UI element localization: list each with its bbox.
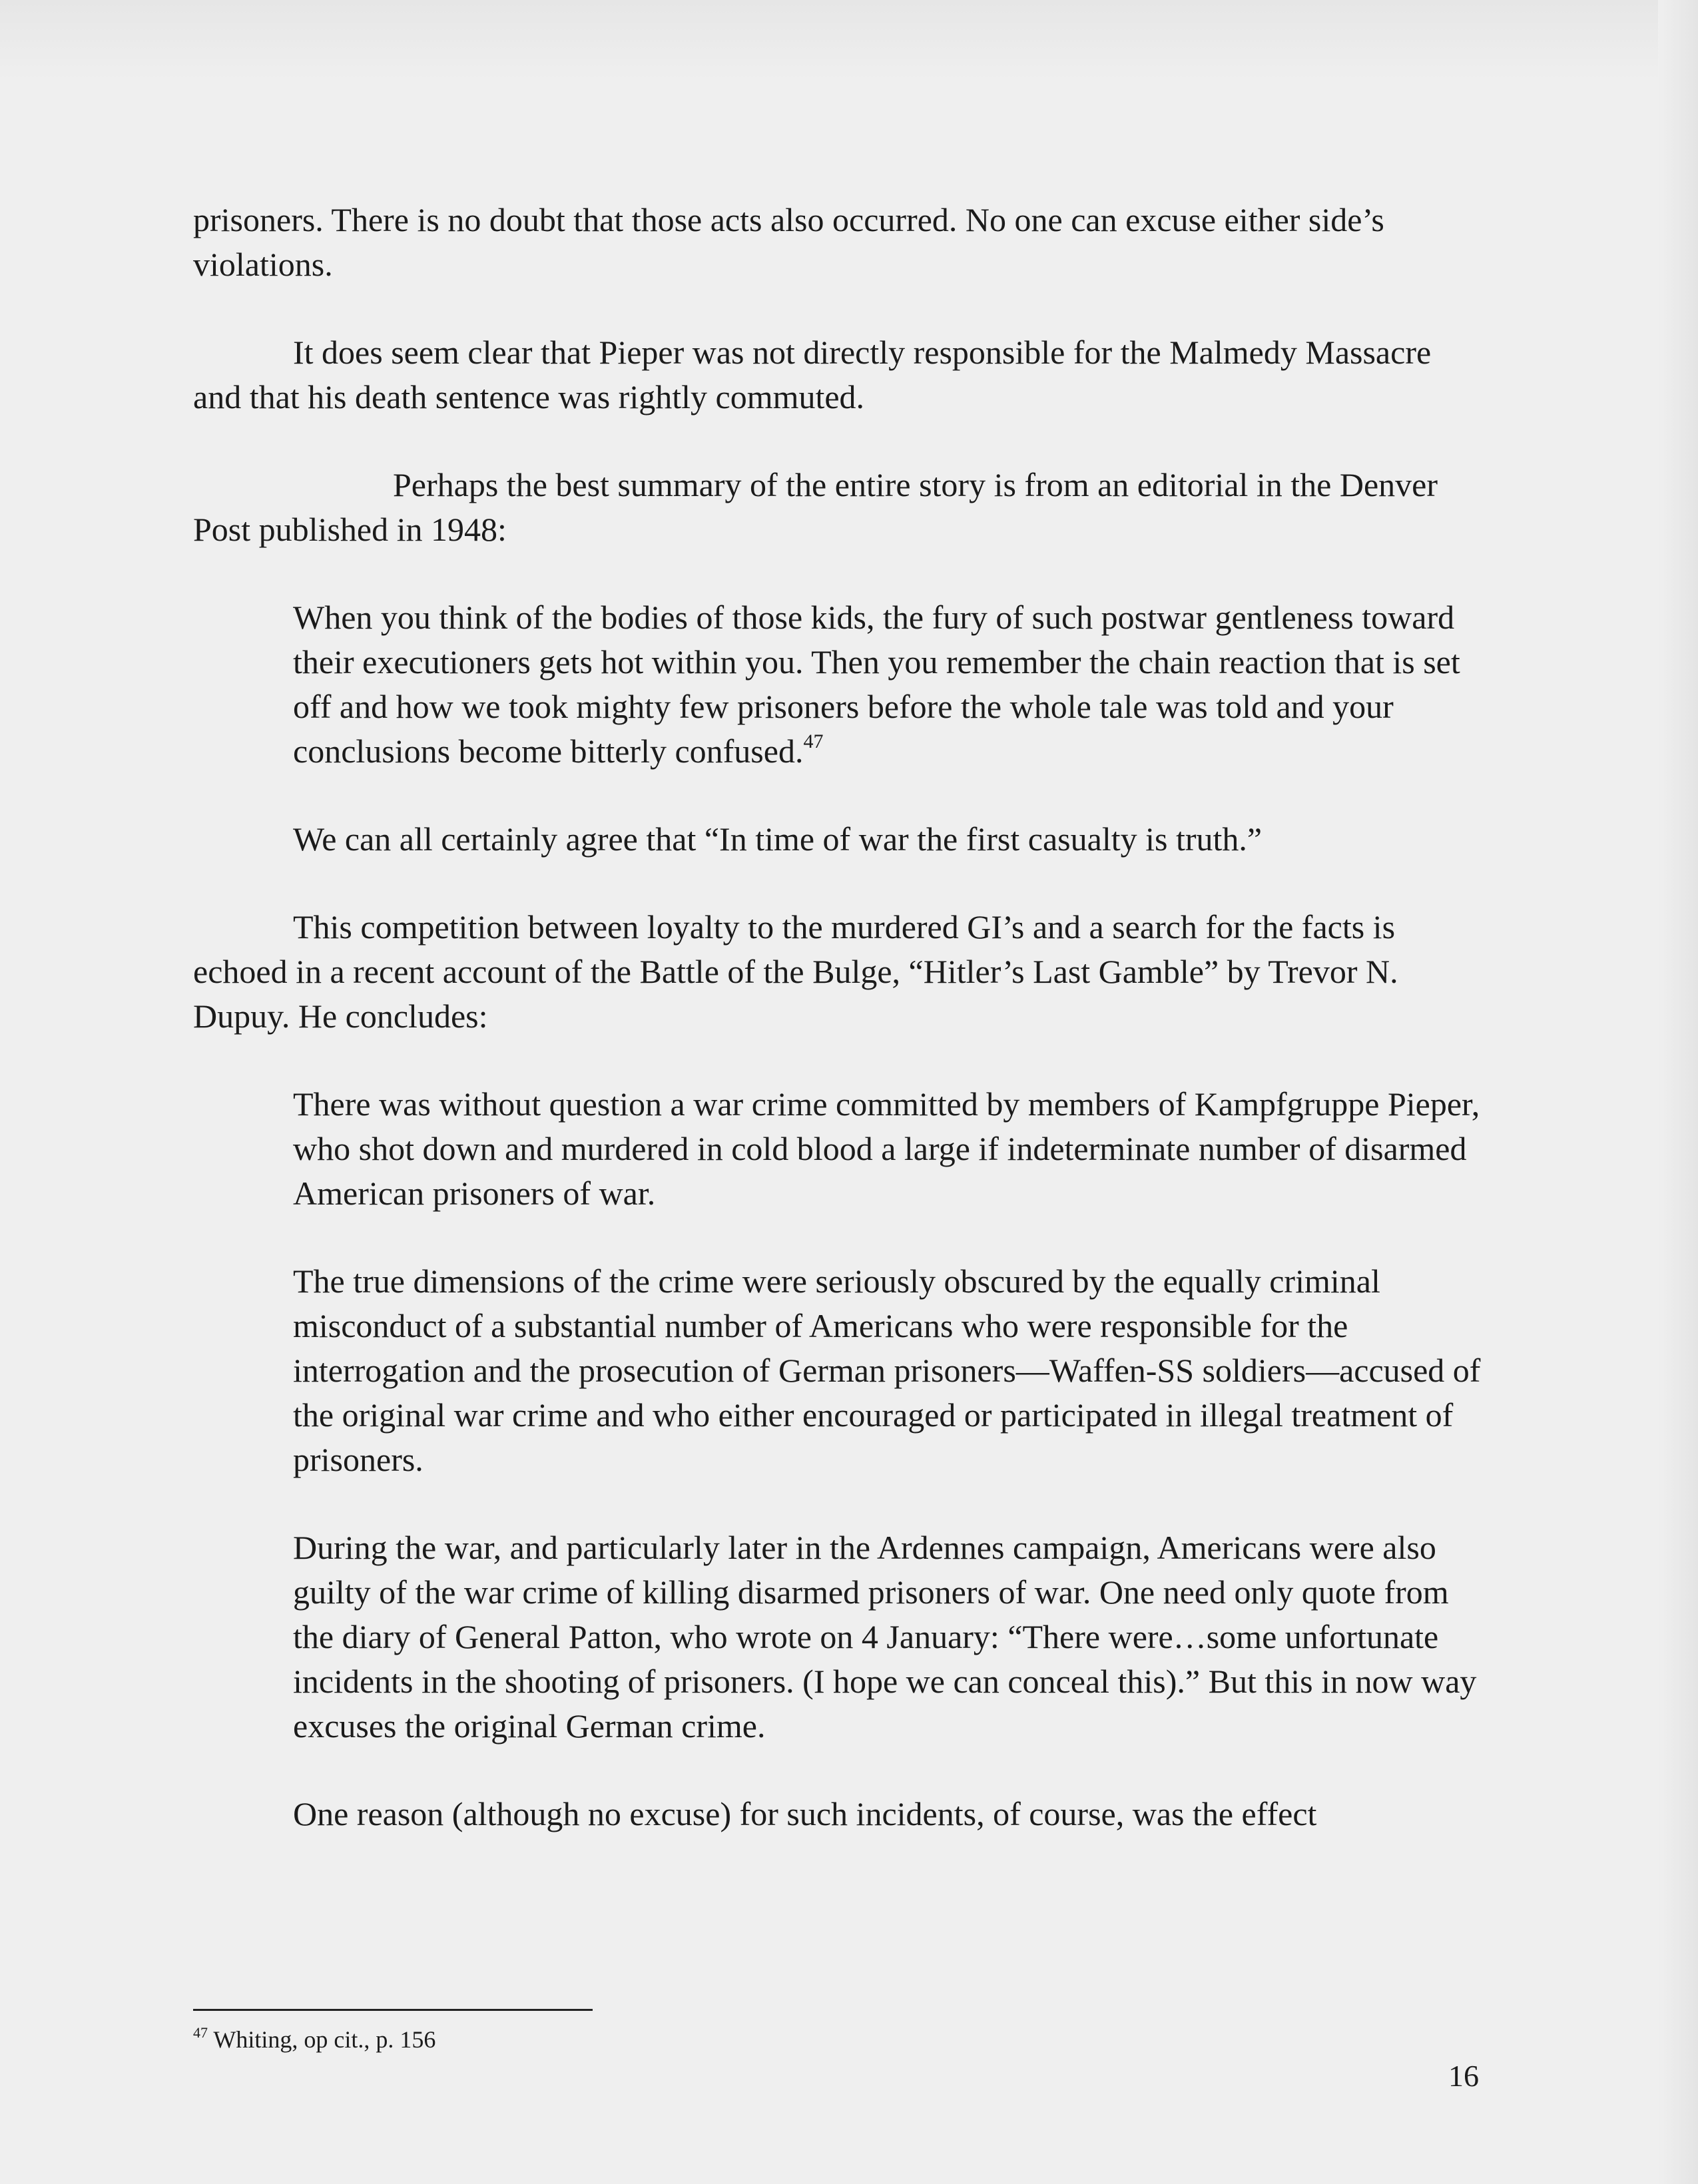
- footnote-text: Whiting, op cit., p. 156: [213, 2026, 436, 2053]
- scan-shadow-top: [0, 0, 1698, 80]
- paragraph-casualty-truth: We can all certainly agree that “In time of war the first casualty is truth.”: [293, 820, 1263, 858]
- page-number: 16: [1448, 2059, 1479, 2093]
- paragraph-continuation: prisoners. There is no doubt that those acts also occurred. No one can excuse either side’s violations.: [193, 201, 1384, 283]
- paragraph-dupuy-intro: This competition between loyalty to the murdered GI’s and a search for the facts is echoed in a recent account of the Battle of the Bulge, “Hitler’s Last Gamble” by Trevor N. Dupuy. He concludes:: [193, 908, 1398, 1035]
- paragraph-pieper-responsibility: It does seem clear that Pieper was not directly responsible for the Malmedy Massacre and that his death sentence was rightly commuted.: [193, 334, 1432, 415]
- footnote-divider: [193, 2009, 593, 2011]
- footnote: [193, 2024, 435, 2055]
- paragraph-summary-intro: Perhaps the best summary of the entire story is from an editorial in the Denver Post published in 1948:: [193, 466, 1438, 548]
- blockquote-denver-post-text: When you think of the bodies of those kids, the fury of such postwar gentleness toward their executioners gets hot within you. Then you remember the chain reaction that is set off and how we took mighty few prisoners before the whole tale was told and your conclusions become bitterly confused.: [293, 599, 1460, 770]
- footnote-number: 47: [193, 2024, 208, 2041]
- blockquote-dupuy-1: There was without question a war crime committed by members of Kampfgruppe Pieper, who shot down and murdered in cold blood a large if indeterminate number of disarmed American prisoners of war.: [293, 1085, 1480, 1212]
- blockquote-dupuy-3: During the war, and particularly later in the Ardennes campaign, Americans were also guilty of the war crime of killing disarmed prisoners of war. One need only quote from the diary of General Patton, who wrote on 4 January: “There were…some unfortunate incidents in the shooting of prisoners. (I hope we can conceal this).” But this in now way excuses the original German crime.: [293, 1529, 1477, 1745]
- footnote-reference: 47: [803, 730, 824, 752]
- blockquote-dupuy-4: One reason (although no excuse) for such incidents, of course, was the effect: [293, 1795, 1317, 1832]
- blockquote-denver-post: [293, 595, 1485, 774]
- scan-shadow-right: [1658, 0, 1698, 2184]
- body-text: [193, 198, 1485, 1836]
- blockquote-dupuy-2: The true dimensions of the crime were seriously obscured by the equally criminal misconduct of a substantial number of Americans who were responsible for the interrogation and the prosecution of German prisoners—Waffen-SS soldiers—accused of the original war crime and who either encouraged or participated in illegal treatment of prisoners.: [293, 1262, 1481, 1478]
